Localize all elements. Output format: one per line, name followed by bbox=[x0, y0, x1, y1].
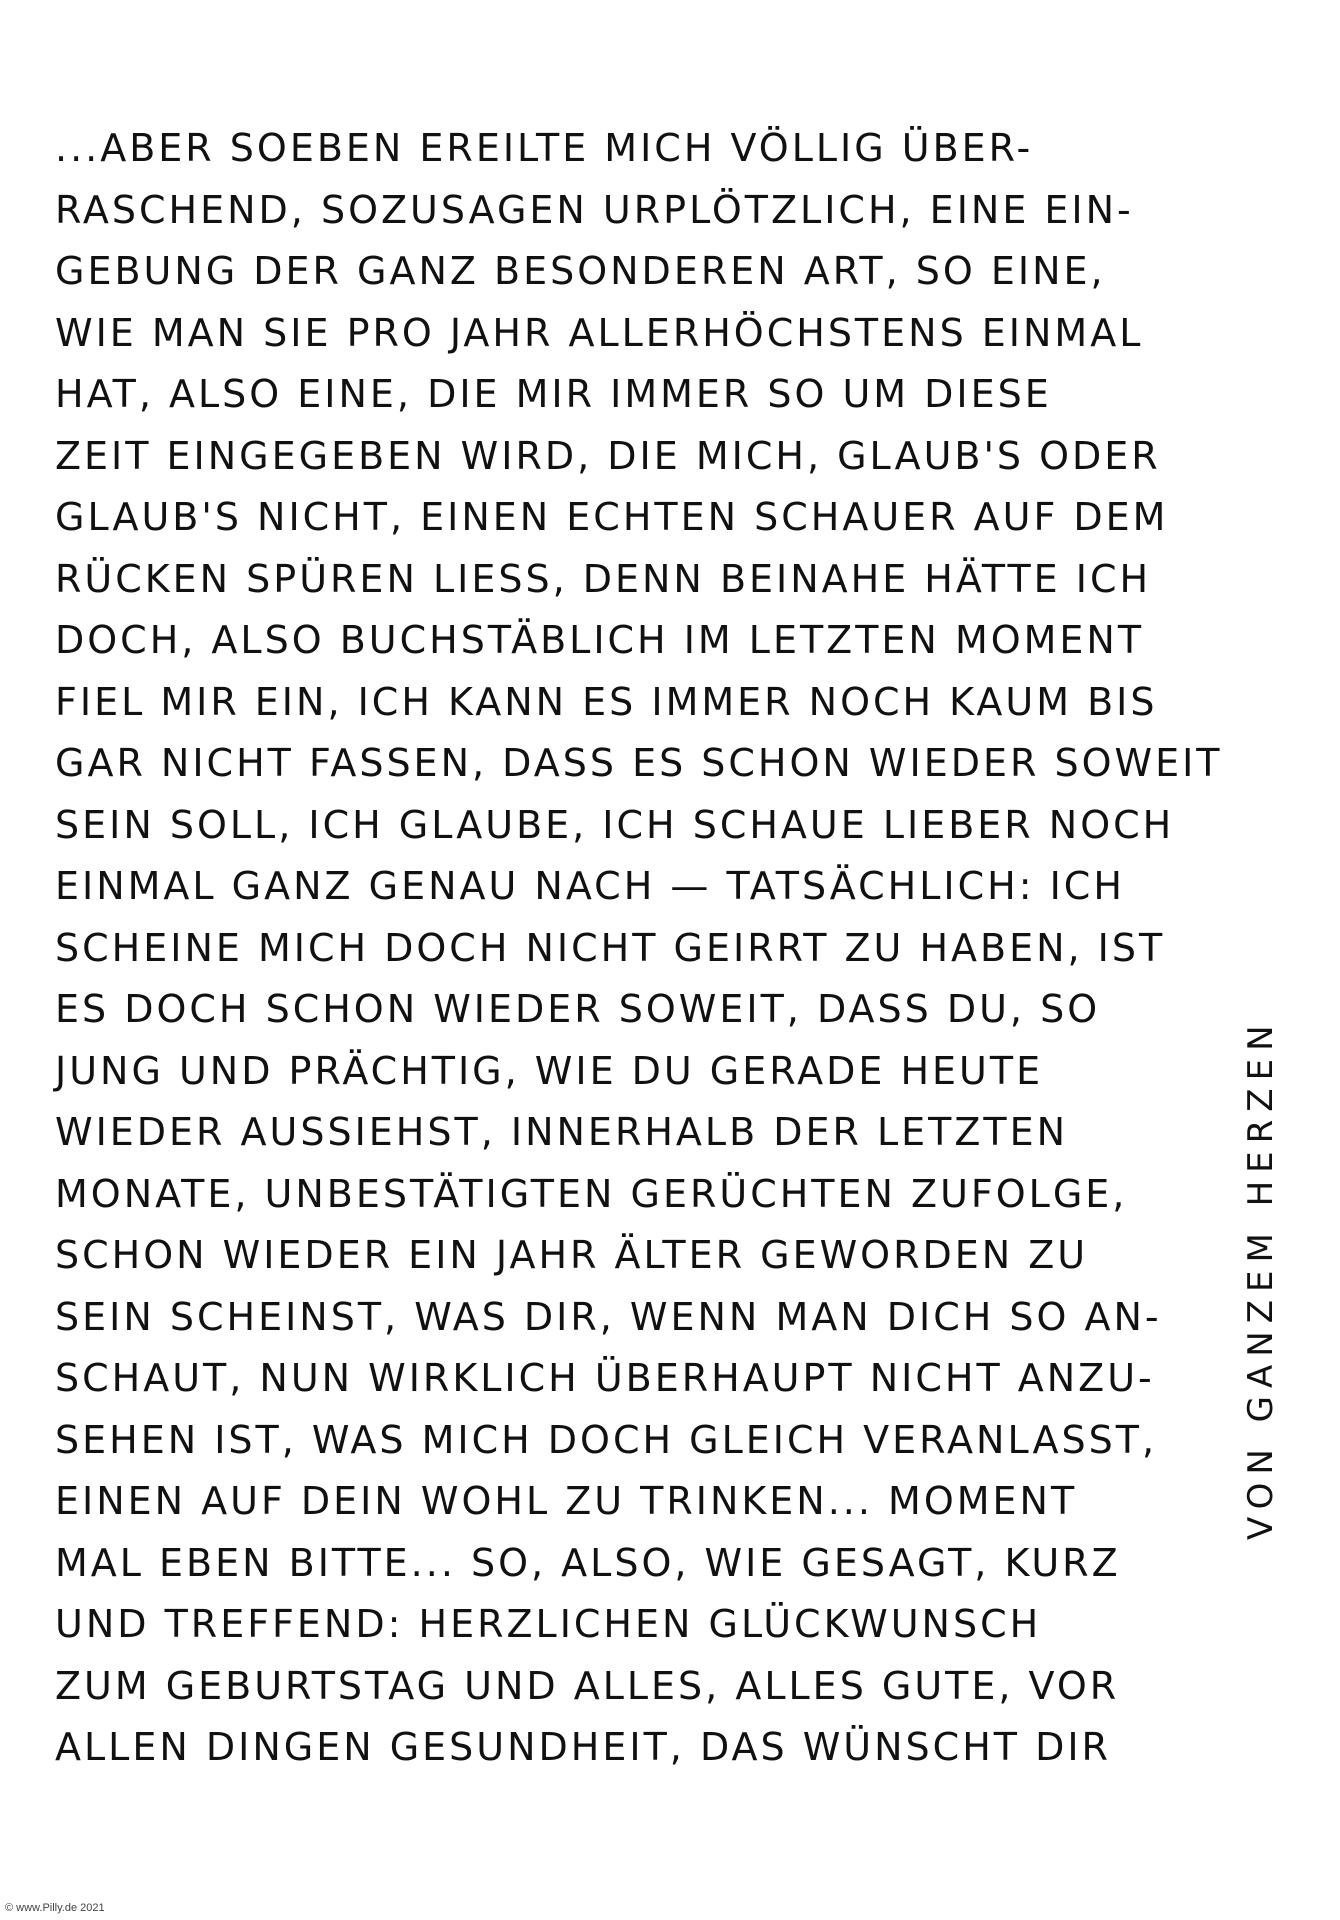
message-line: GLAUB'S NICHT, EINEN ECHTEN SCHAUER AUF DEM bbox=[55, 495, 1169, 539]
message-line: JUNG UND PRÄCHTIG, WIE DU GERADE HEUTE bbox=[55, 1048, 1044, 1093]
message-line: GAR NICHT FASSEN, DASS ES SCHON WIEDER SOWEIT bbox=[55, 741, 1223, 785]
message-line: SCHEINE MICH DOCH NICHT GEIRRT ZU HABEN, IST bbox=[55, 925, 1166, 970]
message-line: ALLEN DINGEN GESUNDHEIT, DAS WÜNSCHT DIR bbox=[55, 1725, 1111, 1769]
message-line: ...ABER SOEBEN EREILTE MICH VÖLLIG ÜBER- bbox=[55, 126, 1034, 170]
message-line: RASCHEND, SOZUSAGEN URPLÖTZLICH, EINE EIN- bbox=[55, 187, 1134, 232]
message-line: MONATE, UNBESTÄTIGTEN GERÜCHTEN ZUFOLGE, bbox=[55, 1171, 1128, 1216]
message-line: SCHON WIEDER EIN JAHR ÄLTER GEWORDEN ZU bbox=[55, 1233, 1089, 1277]
message-line: EINEN AUF DEIN WOHL ZU TRINKEN... MOMENT bbox=[55, 1479, 1078, 1523]
message-line: DOCH, ALSO BUCHSTÄBLICH IM LETZTEN MOMENT bbox=[55, 618, 1145, 662]
side-note: VON GANZEM HERZEN bbox=[1241, 1017, 1281, 1540]
message-line: GEBUNG DER GANZ BESONDEREN ART, SO EINE, bbox=[55, 249, 1106, 293]
message-line: SEIN SOLL, ICH GLAUBE, ICH SCHAUE LIEBER NOCH bbox=[55, 802, 1175, 847]
message-line: ZEIT EINGEGEBEN WIRD, DIE MICH, GLAUB'S ODER bbox=[55, 433, 1161, 478]
message-line: MAL EBEN BITTE... SO, ALSO, WIE GESAGT, KURZ bbox=[55, 1540, 1121, 1585]
handwritten-message bbox=[55, 118, 1285, 1779]
message-line: ZUM GEBURTSTAG UND ALLES, ALLES GUTE, VOR bbox=[55, 1663, 1120, 1708]
copyright-credit: © www.Pilly.de 2021 bbox=[5, 1902, 105, 1914]
message-line: FIEL MIR EIN, ICH KANN ES IMMER NOCH KAUM BIS bbox=[55, 679, 1158, 724]
message-line: WIE MAN SIE PRO JAHR ALLERHÖCHSTENS EINMAL bbox=[55, 310, 1144, 355]
message-line: SEHEN IST, WAS MICH DOCH GLEICH VERANLASST, bbox=[55, 1417, 1158, 1462]
message-line: SEIN SCHEINST, WAS DIR, WENN MAN DICH SO AN- bbox=[55, 1294, 1162, 1339]
message-line: RÜCKEN SPÜREN LIESS, DENN BEINAHE HÄTTE ICH bbox=[55, 556, 1152, 601]
message-line: WIEDER AUSSIEHST, INNERHALB DER LETZTEN bbox=[55, 1110, 1069, 1154]
message-line: EINMAL GANZ GENAU NACH — TATSÄCHLICH: ICH bbox=[55, 864, 1125, 908]
message-line: HAT, ALSO EINE, DIE MIR IMMER SO UM DIESE bbox=[55, 372, 1052, 416]
message-line: SCHAUT, NUN WIRKLICH ÜBERHAUPT NICHT ANZU- bbox=[55, 1356, 1155, 1400]
message-line: UND TREFFEND: HERZLICHEN GLÜCKWUNSCH bbox=[55, 1602, 1042, 1646]
message-line: ES DOCH SCHON WIEDER SOWEIT, DASS DU, SO bbox=[55, 987, 1101, 1031]
